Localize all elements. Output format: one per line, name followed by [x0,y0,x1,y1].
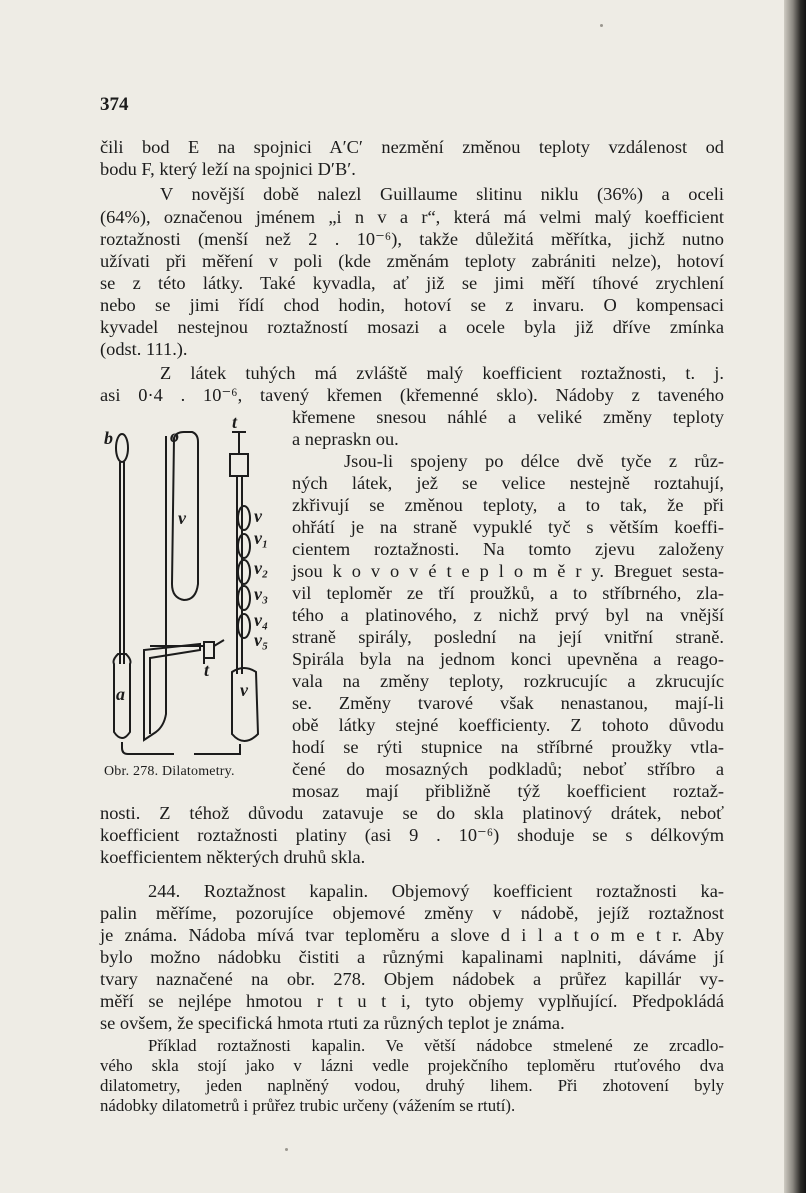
text-line: nosti. Z téhož důvodu zatavuje se do skla platinový drátek, neboť [100,803,724,823]
example-line: Příklad roztažnosti kapalin. Ve větší nádobce stmelené ze zrcadlo- [148,1036,724,1055]
text-line: ných látek, jež se velice nestejně roztahují, [292,473,724,493]
text-line: (64%), označenou jménem „i n v a r“, která má velmi malý koefficient [100,207,724,227]
tap-t-lower [204,642,214,658]
figure-label: o [170,426,179,446]
paper-speck [285,1148,288,1151]
text-line: Jsou-li spojeny po délce dvě tyče z růz- [344,451,724,471]
text-line: tvary naznačené na obr. 278. Objem nádobek a průřez kapillár vy- [100,969,724,989]
example-line: nádobky dilatometrů i průřez trubic určeny (vážením se rtutí). [100,1096,516,1115]
text-line: křemene snesou náhlé a veliké změny teploty [292,407,724,427]
figure-label: a [116,684,125,704]
paper-speck [600,24,603,27]
figure-label: v₃ [254,584,269,604]
text-line: tého a platinového, z nichž prvý byl na vnější [292,605,724,625]
text-line: a nepraskn ou. [292,429,399,449]
figure-label: b [104,428,113,448]
text-line: zkřivují se změnou teploty, a to tak, že při [292,495,724,515]
text-line: jsou k o v o v é t e p l o m ě r y. Breguet sesta- [292,561,724,581]
text-line: koefficientem některých druhů skla. [100,847,366,867]
section-heading-line: 244. Roztažnost kapalin. Objemový koefficient roztažnosti ka- [148,881,724,901]
bulb-b [116,434,128,462]
text-line: roztažnosti (menší než 2 . 10⁻⁶), takže důležitá měřítka, jichž nutno [100,229,724,249]
text-line: se ovšem, že specifická hmota rtuti za různých teplot je známa. [100,1013,565,1033]
text-line: Spirála byla na jednom konci upevněna a reago- [292,649,724,669]
example-line: vého skla stojí jako v lázni vedle projekčního teploměru rtuťového dva [100,1056,724,1075]
figure-label: v [254,506,262,526]
text-line: bodu F, který leží na spojnici D′B′. [100,159,356,179]
text-line: se z této látky. Také kyvadla, ať již se jimi měří tíhové zrychlení [100,273,724,293]
text-line: se. Změny tvarové však nenastanou, mají-li [292,693,724,713]
dilatometer-figure [104,414,288,760]
page-number: 374 [100,94,129,115]
figure-label: v₅ [254,630,269,650]
text-line: koefficient roztažnosti platiny (asi 9 . 10⁻⁶) shoduje se s délkovým [100,825,724,845]
text-line: cientem roztažnosti. Na tomto zjevu založeny [292,539,724,559]
text-line: ohřátí je na straně vypuklé tyč s větším koeffi- [292,517,724,537]
figure-label: v [178,508,186,528]
example-line: dilatometry, jeden naplněný vodou, druhý lihem. Při zhotovení byly [100,1076,724,1095]
text-line: čili bod E na spojnici A′C′ nezmění změnou teploty vzdálenost od [100,137,724,157]
tap-t-upper [230,454,248,476]
text-line: vil teploměr ze tří proužků, a to stříbrného, zla- [292,583,724,603]
page-edge-shadow [784,0,806,1193]
bulb-v-lower [232,668,258,741]
figure-label: t [204,660,210,680]
figure-caption: Obr. 278. Dilatometry. [104,764,235,779]
figure-label: t [232,414,238,432]
text-line: Z látek tuhých má zvláště malý koefficient roztažnosti, t. j. [160,363,724,383]
text-line: asi 0·4 . 10⁻⁶, tavený křemen (křemenné sklo). Nádoby z taveného [100,385,724,405]
figure-label: v₂ [254,558,269,578]
text-line: V novější době nalezl Guillaume slitinu niklu (36%) a oceli [160,184,724,204]
text-line: mosaz mají přibližně týž koefficient roztaž- [292,781,724,801]
text-line: (odst. 111.). [100,339,188,359]
text-line: čené do mosazných podkladů; neboť stříbro a [292,759,724,779]
text-line: obě látky stejné koefficienty. Z tohoto důvodu [292,715,724,735]
text-line: nebo se jimi řídí chod hodin, hotoví se z invaru. O kompensaci [100,295,724,315]
text-line: bylo možno nádobku čistiti a různými kapalinami naplniti, dáváme jí [100,947,724,967]
text-line: vala na změny teploty, rozkrucujíc a zkrucujíc [292,671,724,691]
figure-label: v [240,680,248,700]
text-line: hodí se rýti stupnice na stříbrné proužky vtla- [292,737,724,757]
text-line: měří se nejlépe hmotou r t u t i, tyto objemy vyplňující. Předpokládá [100,991,724,1011]
text-line: kyvadel nestejnou roztažností mosazi a ocele byla již dříve zmínka [100,317,724,337]
text-line: palin měříme, pozorujíce objemové změny v nádobě, jejíž roztažnost [100,903,724,923]
text-line: straně spirály, poslední na její vnitřní straně. [292,627,724,647]
figure-label: v₁ [254,528,269,548]
text-line: je známa. Nádoba mívá tvar teploměru a slove d i l a t o m e t r. Aby [100,925,724,945]
figure-label: v₄ [254,610,269,630]
text-line: užívati při měření v poli (kde změnám teploty zabrániti nelze), hotoví [100,251,724,271]
